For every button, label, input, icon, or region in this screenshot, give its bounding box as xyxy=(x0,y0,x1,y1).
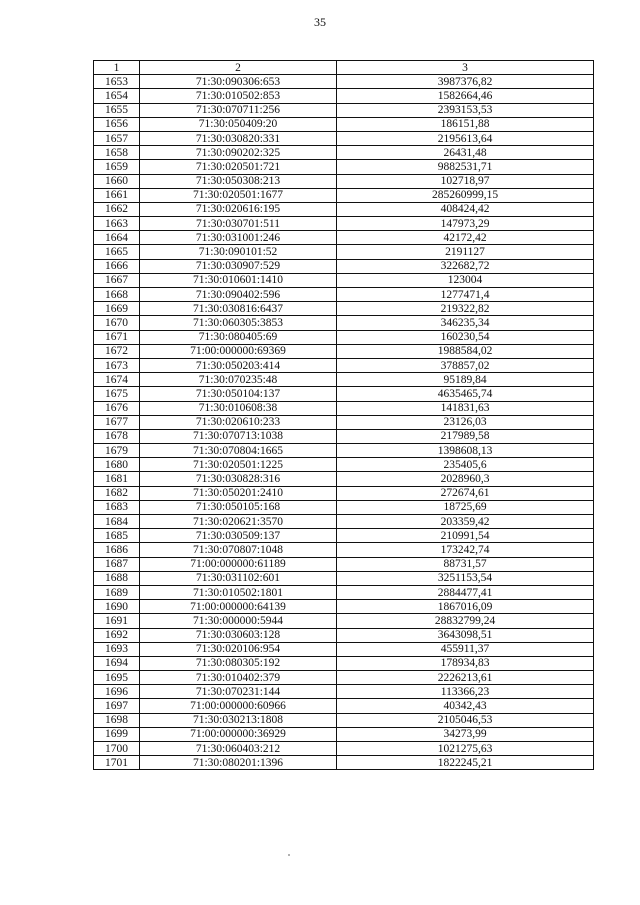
row-number-cell: 1683 xyxy=(94,500,140,514)
row-number-cell: 1659 xyxy=(94,160,140,174)
table-row xyxy=(94,642,594,656)
value-cell: 346235,34 xyxy=(337,316,594,330)
row-number-cell: 1654 xyxy=(94,89,140,103)
value-cell: 23126,03 xyxy=(337,415,594,429)
cadastral-id-cell: 71:30:010402:379 xyxy=(140,671,337,685)
value-cell: 203359,42 xyxy=(337,515,594,529)
row-number-cell: 1660 xyxy=(94,174,140,188)
table-row xyxy=(94,344,594,358)
value-cell: 2191127 xyxy=(337,245,594,259)
row-number-cell: 1682 xyxy=(94,486,140,500)
value-cell: 219322,82 xyxy=(337,302,594,316)
row-number-cell: 1661 xyxy=(94,188,140,202)
table-row xyxy=(94,458,594,472)
table-row xyxy=(94,671,594,685)
value-cell: 9882531,71 xyxy=(337,160,594,174)
row-number-cell: 1700 xyxy=(94,742,140,756)
cadastral-id-cell: 71:30:070804:1665 xyxy=(140,444,337,458)
cadastral-id-cell: 71:30:090101:52 xyxy=(140,245,337,259)
cadastral-id-cell: 71:00:000000:36929 xyxy=(140,727,337,741)
value-cell: 235405,6 xyxy=(337,458,594,472)
row-number-cell: 1666 xyxy=(94,259,140,273)
row-number-cell: 1663 xyxy=(94,217,140,231)
row-number-cell: 1691 xyxy=(94,614,140,628)
value-cell: 322682,72 xyxy=(337,259,594,273)
table-row xyxy=(94,444,594,458)
column-header-number: 1 xyxy=(94,61,140,75)
value-cell: 3643098,51 xyxy=(337,628,594,642)
row-number-cell: 1701 xyxy=(94,756,140,770)
column-header-value: 3 xyxy=(337,61,594,75)
row-number-cell: 1667 xyxy=(94,273,140,287)
table-row xyxy=(94,571,594,585)
table-row xyxy=(94,259,594,273)
value-cell: 88731,57 xyxy=(337,557,594,571)
cadastral-id-cell: 71:30:030603:128 xyxy=(140,628,337,642)
row-number-cell: 1674 xyxy=(94,373,140,387)
cadastral-id-cell: 71:30:031001:246 xyxy=(140,231,337,245)
table-row xyxy=(94,373,594,387)
value-cell: 173242,74 xyxy=(337,543,594,557)
cadastral-id-cell: 71:30:030509:137 xyxy=(140,529,337,543)
value-cell: 1277471,4 xyxy=(337,288,594,302)
row-number-cell: 1675 xyxy=(94,387,140,401)
row-number-cell: 1679 xyxy=(94,444,140,458)
value-cell: 4635465,74 xyxy=(337,387,594,401)
cadastral-id-cell: 71:30:050308:213 xyxy=(140,174,337,188)
value-cell: 272674,61 xyxy=(337,486,594,500)
table-row xyxy=(94,585,594,599)
row-number-cell: 1676 xyxy=(94,401,140,415)
row-number-cell: 1685 xyxy=(94,529,140,543)
row-number-cell: 1664 xyxy=(94,231,140,245)
row-number-cell: 1680 xyxy=(94,458,140,472)
row-number-cell: 1662 xyxy=(94,202,140,216)
value-cell: 3251153,54 xyxy=(337,571,594,585)
row-number-cell: 1690 xyxy=(94,600,140,614)
row-number-cell: 1678 xyxy=(94,429,140,443)
table-row xyxy=(94,75,594,89)
value-cell: 217989,58 xyxy=(337,429,594,443)
table-row xyxy=(94,614,594,628)
cadastral-id-cell: 71:30:080405:69 xyxy=(140,330,337,344)
table-row xyxy=(94,146,594,160)
cadastral-id-cell: 71:30:050201:2410 xyxy=(140,486,337,500)
value-cell: 2105046,53 xyxy=(337,713,594,727)
cadastral-id-cell: 71:30:060403:212 xyxy=(140,742,337,756)
column-header-cadastral-id: 2 xyxy=(140,61,337,75)
table-row xyxy=(94,103,594,117)
value-cell: 1582664,46 xyxy=(337,89,594,103)
table-row xyxy=(94,713,594,727)
value-cell: 1398608,13 xyxy=(337,444,594,458)
table-row xyxy=(94,387,594,401)
cadastral-id-cell: 71:30:030907:529 xyxy=(140,259,337,273)
row-number-cell: 1669 xyxy=(94,302,140,316)
value-cell: 160230,54 xyxy=(337,330,594,344)
table-row xyxy=(94,500,594,514)
cadastral-id-cell: 71:30:010608:38 xyxy=(140,401,337,415)
row-number-cell: 1684 xyxy=(94,515,140,529)
value-cell: 141831,63 xyxy=(337,401,594,415)
table-row xyxy=(94,628,594,642)
row-number-cell: 1655 xyxy=(94,103,140,117)
value-cell: 26431,48 xyxy=(337,146,594,160)
table-row xyxy=(94,174,594,188)
cadastral-id-cell: 71:30:070711:256 xyxy=(140,103,337,117)
cadastral-id-cell: 71:30:090202:325 xyxy=(140,146,337,160)
value-cell: 455911,37 xyxy=(337,642,594,656)
value-cell: 18725,69 xyxy=(337,500,594,514)
table-row xyxy=(94,273,594,287)
page-number: 35 xyxy=(314,15,326,29)
value-cell: 42172,42 xyxy=(337,231,594,245)
table-row xyxy=(94,486,594,500)
cadastral-id-cell: 71:30:010502:853 xyxy=(140,89,337,103)
value-cell: 1021275,63 xyxy=(337,742,594,756)
table-row xyxy=(94,557,594,571)
row-number-cell: 1692 xyxy=(94,628,140,642)
table-row xyxy=(94,543,594,557)
table-row xyxy=(94,131,594,145)
table-row xyxy=(94,529,594,543)
row-number-cell: 1656 xyxy=(94,117,140,131)
cadastral-id-cell: 71:30:030820:331 xyxy=(140,131,337,145)
value-cell: 147973,29 xyxy=(337,217,594,231)
table-row xyxy=(94,288,594,302)
table-row xyxy=(94,245,594,259)
value-cell: 2226213,61 xyxy=(337,671,594,685)
cadastral-id-cell: 71:30:020616:195 xyxy=(140,202,337,216)
table-row xyxy=(94,742,594,756)
value-cell: 102718,97 xyxy=(337,174,594,188)
row-number-cell: 1699 xyxy=(94,727,140,741)
cadastral-id-cell: 71:30:020501:721 xyxy=(140,160,337,174)
cadastral-id-cell: 71:30:030213:1808 xyxy=(140,713,337,727)
value-cell: 3987376,82 xyxy=(337,75,594,89)
row-number-cell: 1689 xyxy=(94,585,140,599)
value-cell: 1988584,02 xyxy=(337,344,594,358)
value-cell: 2195613,64 xyxy=(337,131,594,145)
value-cell: 28832799,24 xyxy=(337,614,594,628)
row-number-cell: 1697 xyxy=(94,699,140,713)
cadastral-id-cell: 71:30:080305:192 xyxy=(140,656,337,670)
scan-speck xyxy=(288,854,290,856)
row-number-cell: 1695 xyxy=(94,671,140,685)
table-row xyxy=(94,160,594,174)
cadastral-id-cell: 71:30:010601:1410 xyxy=(140,273,337,287)
cadastral-id-cell: 71:30:080201:1396 xyxy=(140,756,337,770)
value-cell: 1867016,09 xyxy=(337,600,594,614)
value-cell: 178934,83 xyxy=(337,656,594,670)
table-row xyxy=(94,217,594,231)
value-cell: 2884477,41 xyxy=(337,585,594,599)
row-number-cell: 1671 xyxy=(94,330,140,344)
value-cell: 2028960,3 xyxy=(337,472,594,486)
value-cell: 2393153,53 xyxy=(337,103,594,117)
cadastral-id-cell: 71:30:030701:511 xyxy=(140,217,337,231)
table-row xyxy=(94,756,594,770)
cadastral-id-cell: 71:30:060305:3853 xyxy=(140,316,337,330)
row-number-cell: 1673 xyxy=(94,358,140,372)
table-row xyxy=(94,202,594,216)
row-number-cell: 1686 xyxy=(94,543,140,557)
cadastral-id-cell: 71:30:050409:20 xyxy=(140,117,337,131)
value-cell: 186151,88 xyxy=(337,117,594,131)
table-row xyxy=(94,656,594,670)
cadastral-id-cell: 71:30:050104:137 xyxy=(140,387,337,401)
row-number-cell: 1687 xyxy=(94,557,140,571)
cadastral-id-cell: 71:30:090402:596 xyxy=(140,288,337,302)
table-row xyxy=(94,330,594,344)
cadastral-id-cell: 71:30:020610:233 xyxy=(140,415,337,429)
row-number-cell: 1693 xyxy=(94,642,140,656)
value-cell: 113366,23 xyxy=(337,685,594,699)
value-cell: 378857,02 xyxy=(337,358,594,372)
table-row xyxy=(94,685,594,699)
cadastral-table xyxy=(93,60,594,770)
table-row xyxy=(94,188,594,202)
row-number-cell: 1672 xyxy=(94,344,140,358)
table-row xyxy=(94,231,594,245)
row-number-cell: 1696 xyxy=(94,685,140,699)
cadastral-id-cell: 71:00:000000:61189 xyxy=(140,557,337,571)
cadastral-id-cell: 71:30:020106:954 xyxy=(140,642,337,656)
cadastral-id-cell: 71:30:020621:3570 xyxy=(140,515,337,529)
cadastral-id-cell: 71:30:020501:1677 xyxy=(140,188,337,202)
value-cell: 123004 xyxy=(337,273,594,287)
row-number-cell: 1670 xyxy=(94,316,140,330)
table-row xyxy=(94,429,594,443)
cadastral-id-cell: 71:30:070807:1048 xyxy=(140,543,337,557)
table-row xyxy=(94,89,594,103)
cadastral-id-cell: 71:00:000000:60966 xyxy=(140,699,337,713)
cadastral-id-cell: 71:00:000000:69369 xyxy=(140,344,337,358)
table-row xyxy=(94,515,594,529)
row-number-cell: 1653 xyxy=(94,75,140,89)
row-number-cell: 1677 xyxy=(94,415,140,429)
row-number-cell: 1658 xyxy=(94,146,140,160)
table-row xyxy=(94,358,594,372)
cadastral-id-cell: 71:30:000000:5944 xyxy=(140,614,337,628)
row-number-cell: 1665 xyxy=(94,245,140,259)
row-number-cell: 1698 xyxy=(94,713,140,727)
table-row xyxy=(94,401,594,415)
value-cell: 1822245,21 xyxy=(337,756,594,770)
table-header-row xyxy=(94,61,594,75)
cadastral-id-cell: 71:30:020501:1225 xyxy=(140,458,337,472)
cadastral-id-cell: 71:30:090306:653 xyxy=(140,75,337,89)
cadastral-id-cell: 71:30:070713:1038 xyxy=(140,429,337,443)
table-row xyxy=(94,302,594,316)
row-number-cell: 1681 xyxy=(94,472,140,486)
cadastral-id-cell: 71:30:070231:144 xyxy=(140,685,337,699)
row-number-cell: 1688 xyxy=(94,571,140,585)
cadastral-id-cell: 71:30:050105:168 xyxy=(140,500,337,514)
cadastral-id-cell: 71:00:000000:64139 xyxy=(140,600,337,614)
cadastral-id-cell: 71:30:050203:414 xyxy=(140,358,337,372)
cadastral-id-cell: 71:30:030828:316 xyxy=(140,472,337,486)
table-row xyxy=(94,600,594,614)
table-row xyxy=(94,699,594,713)
value-cell: 95189,84 xyxy=(337,373,594,387)
table-row xyxy=(94,727,594,741)
cadastral-id-cell: 71:30:010502:1801 xyxy=(140,585,337,599)
table-row xyxy=(94,316,594,330)
value-cell: 210991,54 xyxy=(337,529,594,543)
cadastral-id-cell: 71:30:031102:601 xyxy=(140,571,337,585)
row-number-cell: 1694 xyxy=(94,656,140,670)
value-cell: 40342,43 xyxy=(337,699,594,713)
table-row xyxy=(94,117,594,131)
table-row xyxy=(94,415,594,429)
row-number-cell: 1657 xyxy=(94,131,140,145)
cadastral-id-cell: 71:30:030816:6437 xyxy=(140,302,337,316)
table-body xyxy=(94,75,594,770)
value-cell: 34273,99 xyxy=(337,727,594,741)
table-row xyxy=(94,472,594,486)
value-cell: 408424,42 xyxy=(337,202,594,216)
row-number-cell: 1668 xyxy=(94,288,140,302)
value-cell: 285260999,15 xyxy=(337,188,594,202)
cadastral-id-cell: 71:30:070235:48 xyxy=(140,373,337,387)
